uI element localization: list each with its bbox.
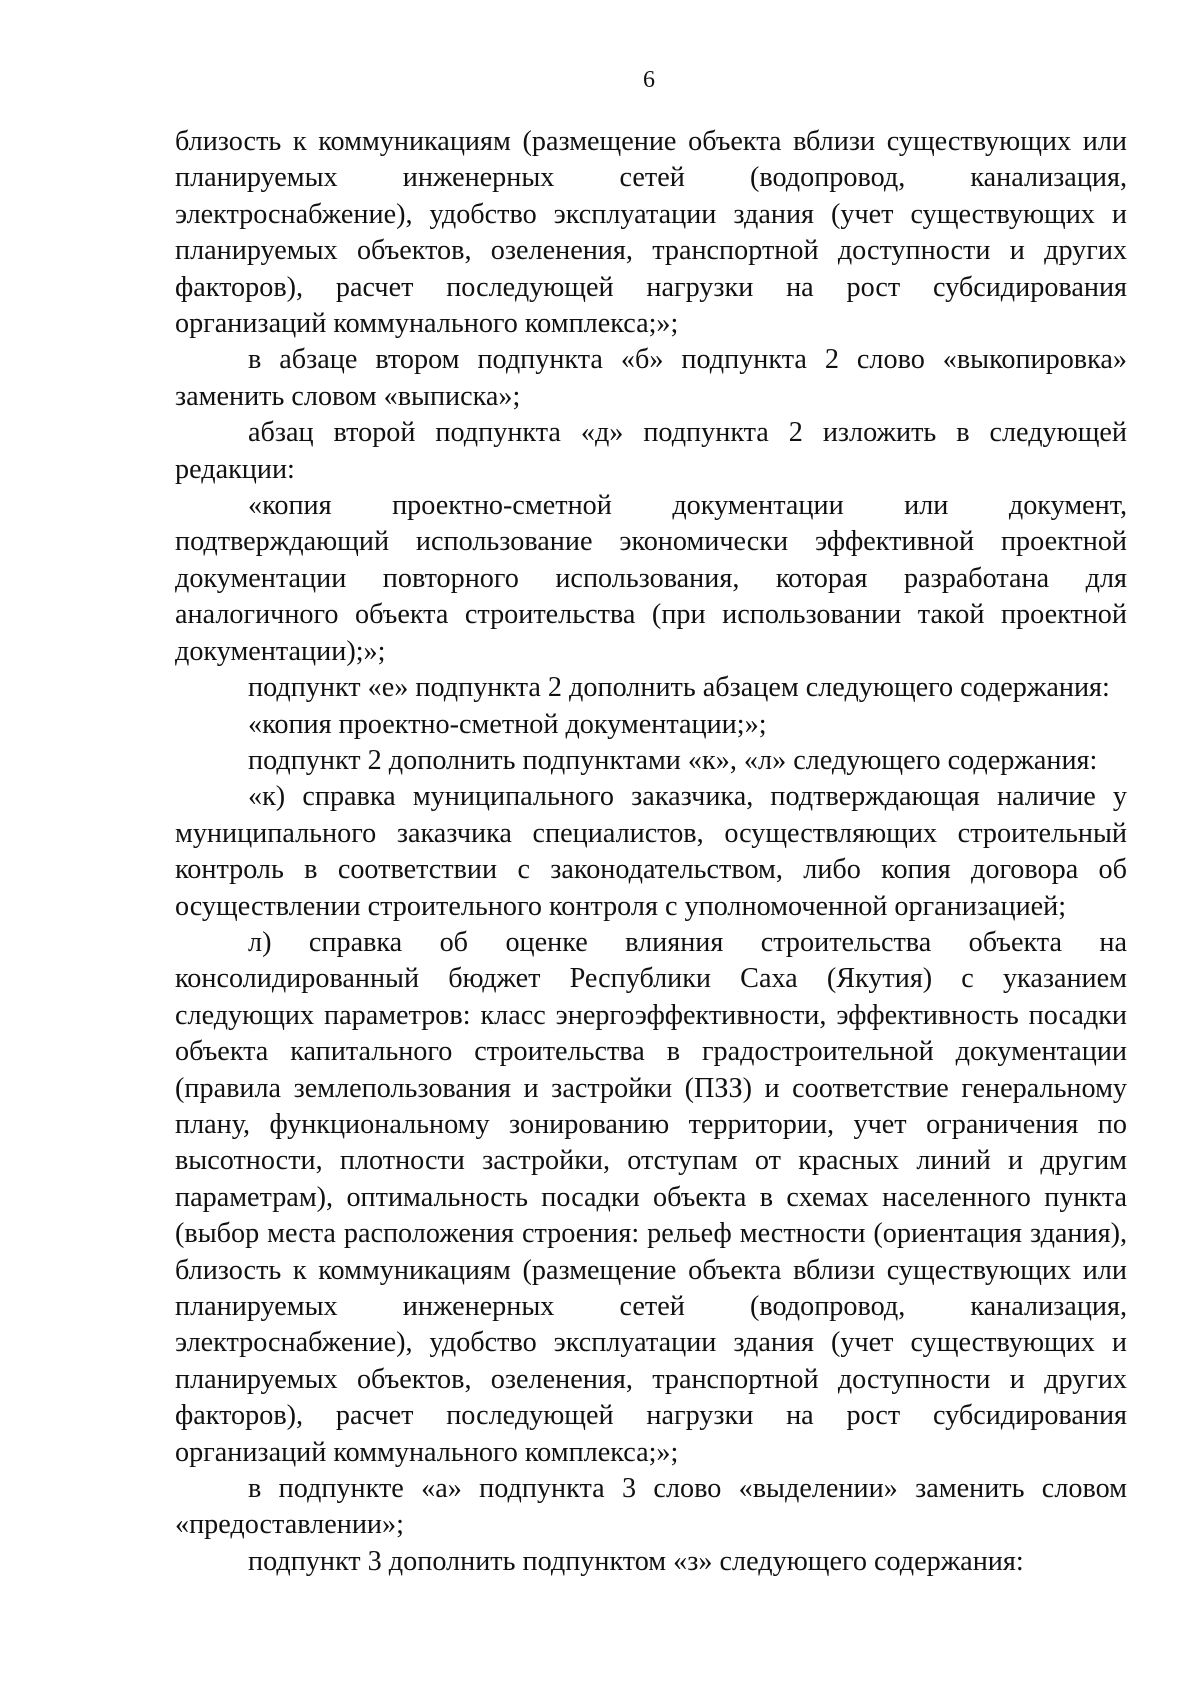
paragraph-estimate-copy: «копия проектно-сметной документации;»; xyxy=(248,708,767,740)
paragraph-amend-e: подпункт «е» подпункта 2 дополнить абзацем следующего содержания: xyxy=(248,672,1110,704)
paragraph-amend-b: в абзаце втором подпункта «б» подпункта 2 слово «выкопировка» заменить словом «выписка»; xyxy=(175,344,1127,412)
paragraph-item-l: л) справка об оценке влияния строительства объекта на консолидированный бюджет Республики Саха (Якутия) с указанием следующих параметров: класс энергоэффективности, эффективность посадки объекта капитального строительства в градостроительной документации (правила землепользования и застройки (ПЗЗ) и соответствие генеральному плану, функциональному зонированию территории, учет ограничения по высотности, плотности застройки, отступам от красных линий и другим параметрам), оптимальность посадки объекта в схемах населенного пункта (выбор места расположения строения: рельеф местности (ориентация здания), близость к коммуникациям (размещение объекта вблизи существующих или планируемых инженерных сетей (водопровод, канализация, электроснабжение), удобство эксплуатации здания (учет существующих и планируемых объектов, озеленения, транспортной доступности и других факторов), расчет последующей нагрузки на рост субсидирования организаций коммунального комплекса;»; xyxy=(175,926,1127,1468)
paragraph-project-docs: «копия проектно-сметной документации или документ, подтверждающий использование экономически эффективной проектной документации повторного использования, которая разработана для аналогичного объекта строительства (при использовании такой проектной документации);»; xyxy=(175,490,1127,667)
document-body xyxy=(175,124,1127,1580)
paragraph-amend-3a: в подпункте «а» подпункта 3 слово «выделении» заменить словом «предоставлении»; xyxy=(175,1473,1127,1541)
paragraph-amend-d: абзац второй подпункта «д» подпункта 2 изложить в следующей редакции: xyxy=(175,417,1127,485)
paragraph-add-3z: подпункт 3 дополнить подпунктом «з» следующего содержания: xyxy=(248,1545,1024,1577)
paragraph-communications-continuation: близость к коммуникациям (размещение объекта вблизи существующих или планируемых инженерных сетей (водопровод, канализация, электроснабжение), удобство эксплуатации здания (учет существующих и планируемых объектов, озеленения, транспортной доступности и других факторов), расчет последующей нагрузки на рост субсидирования организаций коммунального комплекса;»; xyxy=(175,126,1127,340)
paragraph-item-k: «к) справка муниципального заказчика, подтверждающая наличие у муниципального заказчика специалистов, осуществляющих строительный контроль в соответствии с законодательством, либо копия договора об осуществлении строительного контроля с уполномоченной организацией; xyxy=(175,781,1127,922)
page-number: 6 xyxy=(643,67,655,93)
paragraph-add-k-l: подпункт 2 дополнить подпунктами «к», «л» следующего содержания: xyxy=(248,744,1098,776)
